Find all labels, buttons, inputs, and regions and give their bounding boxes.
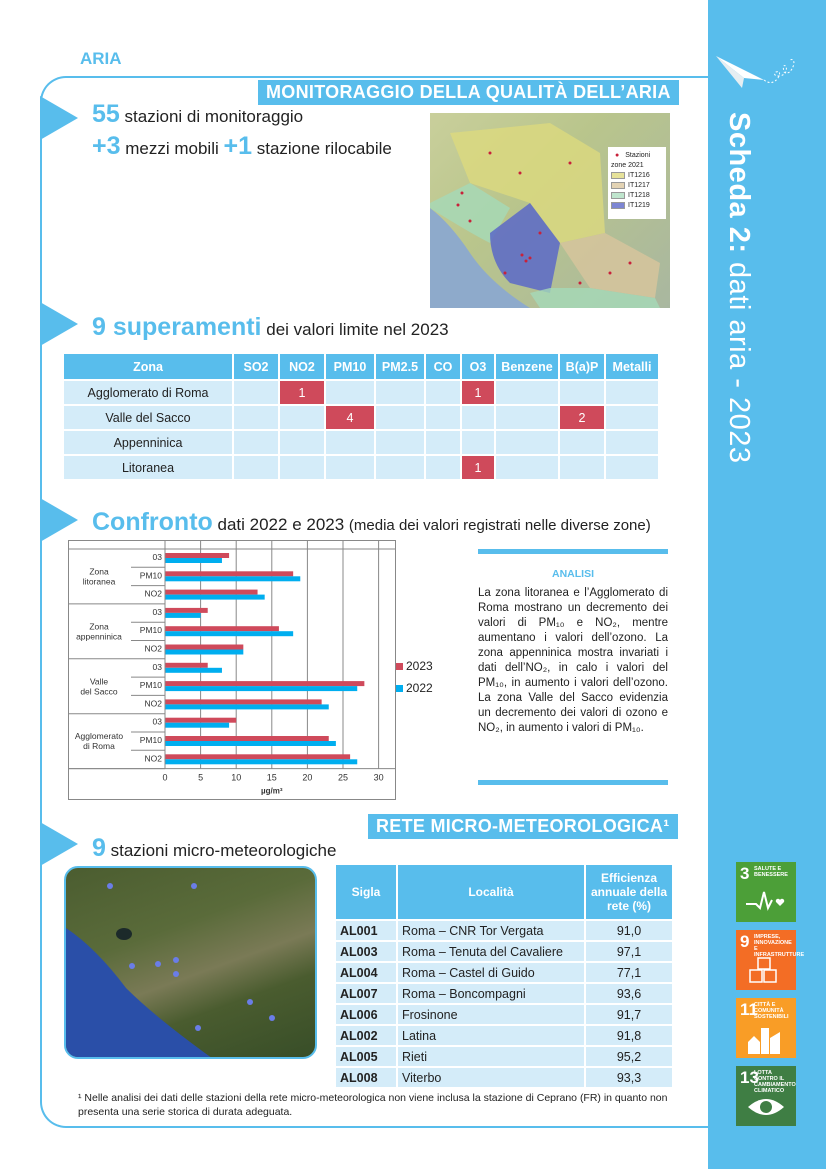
value-cell: [326, 431, 374, 454]
value-cell: [606, 406, 658, 429]
legend-swatch-2023: [396, 663, 403, 670]
comparison-title-big: Confronto: [92, 508, 213, 536]
sdg-label: LOTTA CONTRO IL CAMBIAMENTO CLIMATICO: [754, 1070, 796, 1094]
efficienza-cell: 91,8: [586, 1026, 672, 1045]
value-cell: [496, 381, 558, 404]
mobile-text: mezzi mobili: [120, 139, 224, 158]
sigla-cell: AL005: [336, 1047, 396, 1066]
cubes-icon: [746, 956, 786, 986]
relocatable-text: stazione rilocabile: [252, 139, 392, 158]
bar-2023: [165, 736, 329, 741]
sidebar-title-bold: Scheda 2:: [723, 112, 755, 254]
legend-zone: IT1219: [628, 201, 650, 209]
col-header: O3: [462, 354, 494, 379]
category-label: NO2: [144, 588, 162, 599]
map-legend: [608, 147, 666, 219]
zone-cell: Agglomerato di Roma: [64, 381, 232, 404]
bar-2023: [165, 553, 229, 558]
legend-swatch: [611, 202, 625, 209]
localita-cell: Roma – Castel di Guido: [398, 963, 584, 982]
exceedances-text: dei valori limite nel 2023: [261, 320, 449, 339]
efficienza-cell: 93,3: [586, 1068, 672, 1087]
sdg-11-badge: [736, 998, 796, 1058]
efficienza-cell: 93,6: [586, 984, 672, 1003]
value-cell: [326, 381, 374, 404]
legend-swatch: [611, 172, 625, 179]
comparison-title-small: (media dei valori registrati nelle diverse zone): [348, 517, 651, 534]
legend-zone: IT1217: [628, 181, 650, 189]
value-cell: [234, 381, 278, 404]
value-cell: 1: [462, 456, 494, 479]
localita-cell: Frosinone: [398, 1005, 584, 1024]
heartbeat-icon: [746, 888, 786, 912]
eye-globe-icon: [746, 1092, 786, 1122]
efficienza-cell: 91,7: [586, 1005, 672, 1024]
zone-cell: Appenninica: [64, 431, 232, 454]
value-cell: [280, 431, 324, 454]
value-cell: [234, 431, 278, 454]
value-cell: [496, 431, 558, 454]
bar-2023: [165, 608, 208, 613]
bar-2023: [165, 663, 208, 668]
mobile-count: +3: [92, 132, 121, 160]
col-efficienza: Efficienza annuale della rete (%): [586, 865, 672, 919]
micro-text: stazioni micro-meteorologiche: [105, 841, 337, 860]
col-header: PM2.5: [376, 354, 424, 379]
localita-cell: Roma – Boncompagni: [398, 984, 584, 1003]
col-header: PM10: [326, 354, 374, 379]
category-label: 03: [152, 606, 162, 617]
legend-zone: IT1216: [628, 171, 650, 179]
legend-label: 2023: [406, 659, 433, 673]
bar-2022: [165, 576, 300, 581]
sigla-cell: AL002: [336, 1026, 396, 1045]
footnote: ¹ Nelle analisi dei dati delle stazioni della rete micro-meteorologica non viene inclusa la stazione di Ceprano (FR) in quanto non presenta una serie storica di durata adeguata.: [78, 1092, 668, 1118]
value-cell: [496, 456, 558, 479]
bar-2022: [165, 595, 265, 600]
table-row: [336, 1047, 672, 1066]
analysis-divider-top: [478, 549, 668, 554]
value-cell: [496, 406, 558, 429]
table-row: [336, 984, 672, 1003]
analysis-title: ANALISI: [552, 568, 594, 580]
x-tick-label: 0: [162, 772, 168, 783]
section-label: ARIA: [80, 49, 122, 68]
section-arrow: [40, 96, 78, 140]
sidebar-title-light: dati aria - 2023: [723, 253, 755, 464]
zone-cell: Valle del Sacco: [64, 406, 232, 429]
bar-2022: [165, 613, 201, 618]
stations-line: [92, 100, 303, 129]
sigla-cell: AL001: [336, 921, 396, 940]
section-arrow: [40, 498, 78, 542]
sdg-number: 13: [740, 1068, 759, 1087]
localita-cell: Rieti: [398, 1047, 584, 1066]
micro-title: [92, 834, 336, 863]
category-label: PM10: [139, 625, 162, 636]
group-label: Agglomerato di Roma: [74, 731, 124, 752]
sdg-13-badge: [736, 1066, 796, 1126]
exceedances-title: [92, 313, 449, 342]
comparison-chart: [69, 541, 395, 799]
x-tick-label: 30: [373, 772, 384, 783]
category-label: PM10: [139, 735, 162, 745]
bar-2023: [165, 754, 350, 759]
relocatable-count: +1: [223, 132, 252, 160]
analysis-text: La zona litoranea e l’Agglomerato di Roma mostrano un decremento dei valori di PM₁₀ e NO₂, mentre aumentano i valori dell’ozono. La zona appenninica mostra invariati i dati dell’NO₂, in calo i valori del PM₁₀, in aumento i valori dell’ozono. La zona Valle del Sacco evidenzia un decremento dei valori di ozono e NO₂, in aumento i valori di PM₁₀.: [478, 587, 668, 734]
comparison-title-text: dati 2022 e 2023: [212, 515, 349, 534]
localita-cell: Roma – CNR Tor Vergata: [398, 921, 584, 940]
col-header: SO2: [234, 354, 278, 379]
value-cell: [426, 406, 460, 429]
table-row: [336, 921, 672, 940]
col-header: Zona: [64, 354, 232, 379]
exceedances-count: 9 superamenti: [92, 313, 262, 341]
legend-swatch-2022: [396, 685, 403, 692]
value-cell: [280, 456, 324, 479]
category-label: NO2: [144, 643, 162, 654]
legend-zones-title: zone 2021: [611, 161, 644, 169]
value-cell: [462, 406, 494, 429]
localita-cell: Latina: [398, 1026, 584, 1045]
value-cell: [376, 456, 424, 479]
sdg-3-badge: [736, 862, 796, 922]
value-cell: 2: [560, 406, 604, 429]
sdg-number: 9: [740, 932, 750, 951]
localita-cell: Roma – Tenuta del Cavaliere: [398, 942, 584, 961]
group-label: Valle del Sacco: [80, 676, 118, 697]
value-cell: 1: [280, 381, 324, 404]
bar-2023: [165, 590, 258, 595]
col-header: NO2: [280, 354, 324, 379]
efficienza-cell: 77,1: [586, 963, 672, 982]
col-header: Benzene: [496, 354, 558, 379]
analysis-divider-bottom: [478, 780, 668, 785]
category-label: PM10: [139, 680, 162, 691]
efficienza-cell: 91,0: [586, 921, 672, 940]
table-row: [64, 381, 658, 404]
col-sigla: Sigla: [336, 865, 396, 919]
sdg-label: IMPRESE, INNOVAZIONE E INFRASTRUTTURE: [754, 934, 805, 958]
table-row: [64, 456, 658, 479]
value-cell: [560, 456, 604, 479]
value-cell: [606, 456, 658, 479]
x-tick-label: 10: [231, 772, 242, 783]
x-tick-label: 5: [198, 772, 204, 783]
localita-cell: Viterbo: [398, 1068, 584, 1087]
bar-2023: [165, 571, 293, 576]
stations-text: stazioni di monitoraggio: [119, 107, 304, 126]
category-label: PM10: [139, 570, 162, 581]
value-cell: 1: [462, 381, 494, 404]
bar-2023: [165, 681, 364, 686]
value-cell: [426, 456, 460, 479]
comparison-title: [92, 508, 651, 537]
micro-banner: RETE MICRO-METEOROLOGICA¹: [368, 814, 678, 839]
value-cell: [280, 406, 324, 429]
monitoring-banner: MONITORAGGIO DELLA QUALITÀ DELL’ARIA: [258, 80, 679, 105]
bar-2022: [165, 686, 357, 691]
value-cell: [426, 431, 460, 454]
table-row: [64, 431, 658, 454]
bar-2023: [165, 626, 279, 631]
value-cell: [376, 406, 424, 429]
legend-2022: [396, 677, 433, 699]
value-cell: [462, 431, 494, 454]
value-cell: [376, 381, 424, 404]
x-tick-label: 20: [302, 772, 313, 783]
satellite-map: [64, 866, 317, 1059]
section-arrow: [40, 822, 78, 866]
value-cell: [426, 381, 460, 404]
table-row: [336, 1026, 672, 1045]
value-cell: [234, 456, 278, 479]
group-label: Zona appenninica: [76, 621, 122, 642]
sdg-9-badge: [736, 930, 805, 990]
col-localita: Località: [398, 865, 584, 919]
x-axis-label: µg/m³: [261, 786, 283, 796]
col-header: CO: [426, 354, 460, 379]
table-row: [336, 1005, 672, 1024]
chart-frame: [68, 540, 396, 800]
legend-stations: Stazioni: [625, 151, 651, 159]
table-row: [336, 942, 672, 961]
exceedances-table: [62, 352, 660, 481]
table-row: [64, 406, 658, 429]
x-tick-label: 25: [337, 772, 349, 783]
sigla-cell: AL004: [336, 963, 396, 982]
value-cell: [376, 431, 424, 454]
legend-swatch: [611, 182, 625, 189]
value-cell: [326, 456, 374, 479]
table-row: [336, 1068, 672, 1087]
bar-2022: [165, 759, 357, 764]
sigla-cell: AL003: [336, 942, 396, 961]
bar-2022: [165, 741, 336, 746]
sdg-label: CITTÀ E COMUNITÀ SOSTENIBILI: [754, 1002, 789, 1020]
station-dot-icon: ●: [615, 151, 620, 159]
efficienza-cell: 97,1: [586, 942, 672, 961]
sigla-cell: AL007: [336, 984, 396, 1003]
legend-label: 2022: [406, 681, 433, 695]
bar-2022: [165, 650, 243, 655]
value-cell: 4: [326, 406, 374, 429]
sigla-cell: AL006: [336, 1005, 396, 1024]
bar-2022: [165, 631, 293, 636]
city-icon: [746, 1024, 786, 1054]
col-header: B(a)P: [560, 354, 604, 379]
bar-2022: [165, 723, 229, 728]
micro-stations-table: [334, 863, 674, 1089]
value-cell: [234, 406, 278, 429]
sdg-label: SALUTE E BENESSERE: [754, 866, 788, 878]
legend-swatch: [611, 192, 625, 199]
bar-2022: [165, 704, 329, 709]
bar-2022: [165, 558, 222, 563]
value-cell: [560, 431, 604, 454]
sdg-number: 11: [740, 1000, 758, 1019]
value-cell: [606, 431, 658, 454]
bar-2023: [165, 645, 243, 650]
legend-zone: IT1218: [628, 191, 650, 199]
table-row: [336, 963, 672, 982]
section-arrow: [40, 302, 78, 346]
col-header: Metalli: [606, 354, 658, 379]
value-cell: [560, 381, 604, 404]
mobile-line: [92, 132, 392, 161]
efficienza-cell: 95,2: [586, 1047, 672, 1066]
bar-2023: [165, 699, 322, 704]
x-tick-label: 15: [266, 772, 277, 783]
category-label: NO2: [144, 698, 162, 709]
stations-count: 55: [92, 100, 120, 128]
sdg-number: 3: [740, 864, 750, 883]
category-label: 03: [152, 661, 162, 672]
micro-count: 9: [92, 834, 106, 862]
chart-legend: [396, 655, 433, 699]
category-label: NO2: [144, 753, 162, 764]
sigla-cell: AL008: [336, 1068, 396, 1087]
bar-2023: [165, 718, 236, 723]
category-label: 03: [152, 552, 162, 562]
category-label: 03: [152, 716, 162, 727]
group-label: Zona litoranea: [82, 566, 116, 587]
legend-2023: [396, 655, 433, 677]
zone-cell: Litoranea: [64, 456, 232, 479]
bar-2022: [165, 668, 222, 673]
value-cell: [606, 381, 658, 404]
